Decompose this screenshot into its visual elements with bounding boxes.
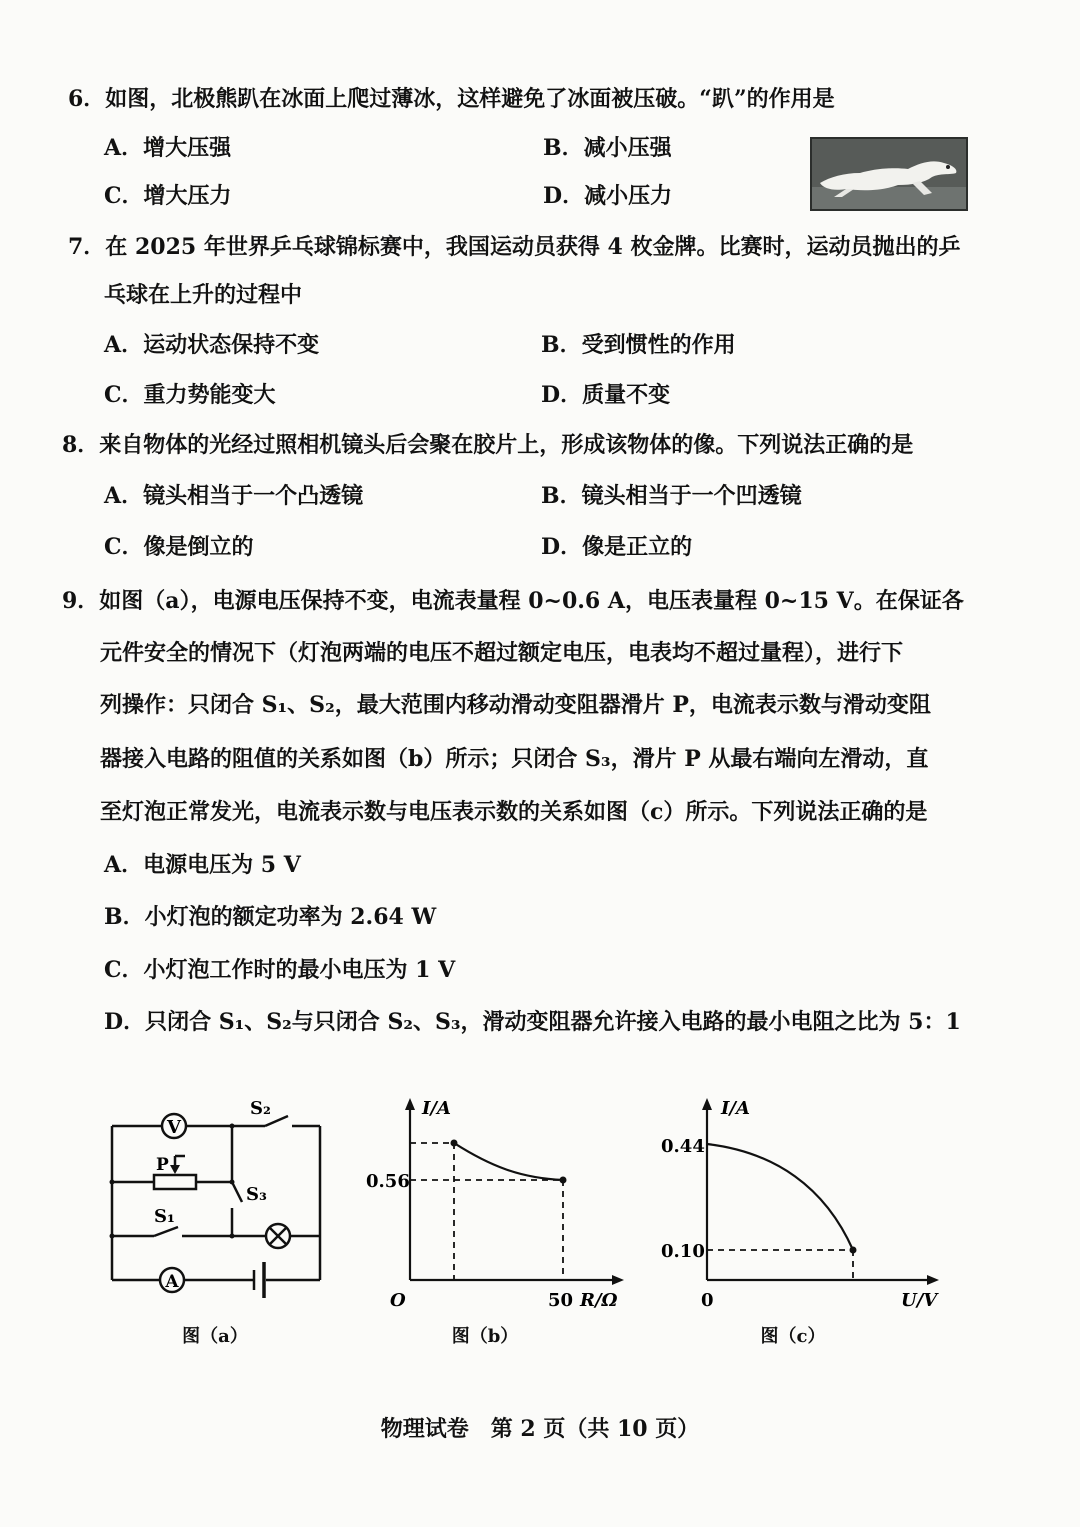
graph-c-y-tick-high: 0.44 bbox=[661, 1136, 705, 1157]
q6-option-a: A．增大压强 bbox=[104, 135, 232, 161]
q8-stem: 8．来自物体的光经过照相机镜头后会聚在胶片上，形成该物体的像。下列说法正确的是 bbox=[62, 432, 914, 458]
q9-stem-line5: 至灯泡正常发光，电流表示数与电压表示数的关系如图（c）所示。下列说法正确的是 bbox=[100, 799, 928, 825]
q7-option-b: B．受到惯性的作用 bbox=[541, 332, 736, 358]
voltmeter-label: V bbox=[167, 1117, 181, 1138]
q7-stem-line1: 7．在 2025 年世界乒乓球锦标赛中，我国运动员获得 4 枚金牌。比赛时，运动员抛出的乒 bbox=[68, 234, 961, 260]
q9-stem-line2: 元件安全的情况下（灯泡两端的电压不超过额定电压，电表均不超过量程），进行下 bbox=[100, 640, 904, 666]
q6-stem: 6．如图，北极熊趴在冰面上爬过薄冰，这样避免了冰面被压破。“趴”的作用是 bbox=[68, 86, 835, 112]
q8-option-c: C．像是倒立的 bbox=[104, 534, 254, 560]
q8-option-a: A．镜头相当于一个凸透镜 bbox=[104, 483, 364, 509]
q6-option-d: D．减小压力 bbox=[543, 183, 673, 209]
q9-option-c: C．小灯泡工作时的最小电压为 1 V bbox=[104, 957, 456, 983]
graph-c-y-tick-low: 0.10 bbox=[661, 1241, 705, 1262]
circuit-diagram bbox=[100, 1090, 340, 1300]
q9-stem-line1: 9．如图（a），电源电压保持不变，电流表量程 0~0.6 A，电压表量程 0~15 V。在保证各 bbox=[62, 588, 964, 614]
graph-b-y-tick: 0.56 bbox=[366, 1171, 410, 1192]
graph-c-x-label: U/V bbox=[901, 1290, 938, 1311]
switch-s2-label: S₂ bbox=[250, 1098, 271, 1119]
curve-i-vs-u bbox=[707, 1144, 853, 1250]
graph-b-y-label: I/A bbox=[422, 1098, 451, 1119]
switch-s3-label: S₃ bbox=[246, 1184, 267, 1205]
figure-c-caption: 图（c） bbox=[760, 1326, 826, 1347]
graph-b-origin: O bbox=[390, 1290, 406, 1311]
q6-option-b: B．减小压强 bbox=[543, 135, 672, 161]
q8-option-b: B．镜头相当于一个凹透镜 bbox=[541, 483, 802, 509]
figure-b-caption: 图（b） bbox=[451, 1326, 519, 1347]
q6-option-c: C．增大压力 bbox=[104, 183, 232, 209]
ammeter-label: A bbox=[165, 1272, 179, 1292]
graph-c-origin: 0 bbox=[701, 1290, 714, 1311]
curve-i-vs-r bbox=[454, 1143, 563, 1180]
q9-option-a: A．电源电压为 5 V bbox=[104, 852, 301, 878]
graph-b-x-label: R/Ω bbox=[580, 1290, 618, 1311]
q9-option-d: D．只闭合 S₁、S₂与只闭合 S₂、S₃，滑动变阻器允许接入电路的最小电阻之比为 5：1 bbox=[104, 1009, 961, 1035]
q9-option-b: B．小灯泡的额定功率为 2.64 W bbox=[104, 904, 437, 930]
q9-stem-line4: 器接入电路的阻值的关系如图（b）所示；只闭合 S₃，滑片 P 从最右端向左滑动，直 bbox=[100, 746, 929, 772]
q7-option-d: D．质量不变 bbox=[541, 382, 671, 408]
switch-s1-label: S₁ bbox=[154, 1206, 175, 1227]
graph-b-x-tick: 50 bbox=[548, 1290, 574, 1311]
graph-b bbox=[360, 1092, 630, 1312]
page-footer: 物理试卷 第 2 页（共 10 页） bbox=[380, 1416, 700, 1442]
q7-option-a: A．运动状态保持不变 bbox=[104, 332, 320, 358]
polar-bear-illustration bbox=[812, 139, 966, 209]
figure-a-caption: 图（a） bbox=[182, 1326, 248, 1347]
q9-stem-line3: 列操作：只闭合 S₁、S₂，最大范围内移动滑动变阻器滑片 P，电流表示数与滑动变阻 bbox=[100, 692, 931, 718]
graph-c bbox=[655, 1092, 955, 1312]
q8-option-d: D．像是正立的 bbox=[541, 534, 693, 560]
graph-c-y-label: I/A bbox=[721, 1098, 750, 1119]
q7-stem-line2: 乓球在上升的过程中 bbox=[104, 282, 303, 308]
slider-p-label: P bbox=[156, 1155, 169, 1175]
polar-bear-photo bbox=[810, 137, 968, 211]
q7-option-c: C．重力势能变大 bbox=[104, 382, 276, 408]
